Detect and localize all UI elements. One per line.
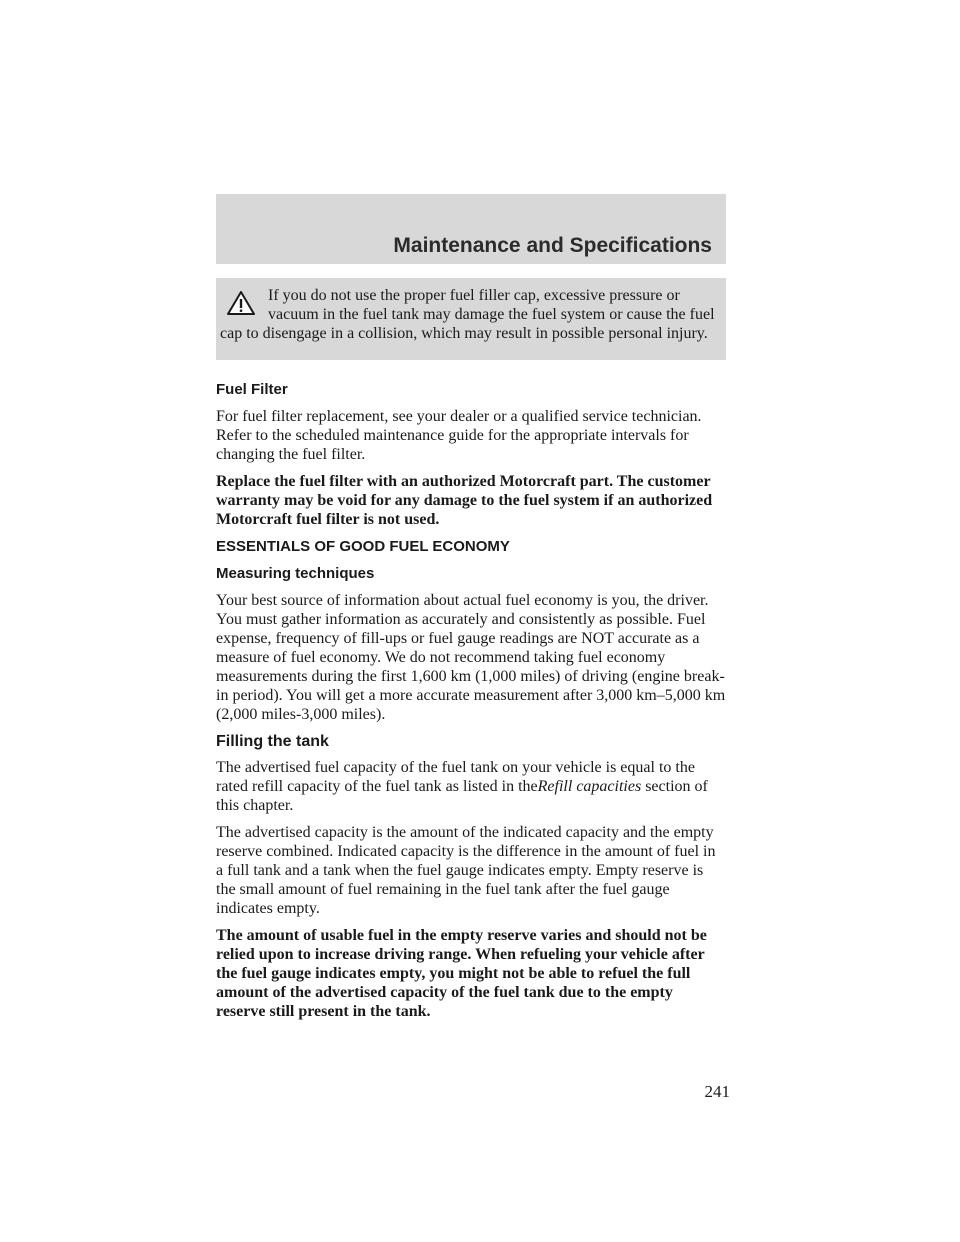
fuel-filter-paragraph: For fuel filter replacement, see your dealer or a qualified service technician. Refer to the scheduled maintenance guide for the appropriate intervals for changing the fuel filter. [216,408,702,463]
refill-capacities-reference: Refill capacities [537,778,642,795]
fuel-filter-warning-paragraph: Replace the fuel filter with an authorized Motorcraft part. The customer warranty may be void for any damage to the fuel system if an authorized Motorcraft fuel filter is not used. [216,473,713,528]
filling-tank-warning-paragraph: The amount of usable fuel in the empty reserve varies and should not be relied upon to increase driving range. When refueling your vehicle after the fuel gauge indicates empty, you might not be able to refuel the full amount of the advertised capacity of the fuel tank due to the empty reserve still present in the tank. [216,927,707,1020]
filling-para1-start: The advertised fuel capacity of the fuel tank on your vehicle is equal to the rated refill capacity of the fuel tank as listed in the [216,759,695,795]
filling-para1-end: section of this chapter. [216,778,708,814]
section-header-band [216,194,726,264]
page-number: 241 [704,1082,730,1101]
measuring-techniques-paragraph: Your best source of information about actual fuel economy is you, the driver. You must gather information as accurately and consistently as possible. Fuel expense, frequency of fill-ups or fuel gauge readings are NOT accurate as a measure of fuel economy. We do not recommend taking fuel economy measurements during the first 1,600 km (1,000 miles) of driving (engine break-in period). You will get a more accurate measurement after 3,000 km–5,000 km (2,000 miles-3,000 miles). [216,592,726,723]
filling-tank-heading: Filling the tank [216,733,329,750]
essentials-heading: ESSENTIALS OF GOOD FUEL ECONOMY [216,538,510,555]
warning-text: If you do not use the proper fuel filler cap, excessive pressure or vacuum in the fuel tank may damage the fuel system or cause the fuel cap to disengage in a collision, which may result in possible personal injury. [220,287,715,342]
page-content [216,380,726,1029]
section-title: Maintenance and Specifications [393,234,712,257]
filling-tank-paragraph-1 [216,758,726,815]
measuring-techniques-heading: Measuring techniques [216,565,375,582]
fuel-filter-heading: Fuel Filter [216,381,288,398]
warning-box [216,278,726,360]
filling-tank-paragraph-2: The advertised capacity is the amount of the indicated capacity and the empty reserve combined. Indicated capacity is the difference in the amount of fuel in a full tank and a tank when the fuel gauge indicates empty. Empty reserve is the small amount of fuel remaining in the fuel tank after the fuel gauge indicates empty. [216,824,716,917]
